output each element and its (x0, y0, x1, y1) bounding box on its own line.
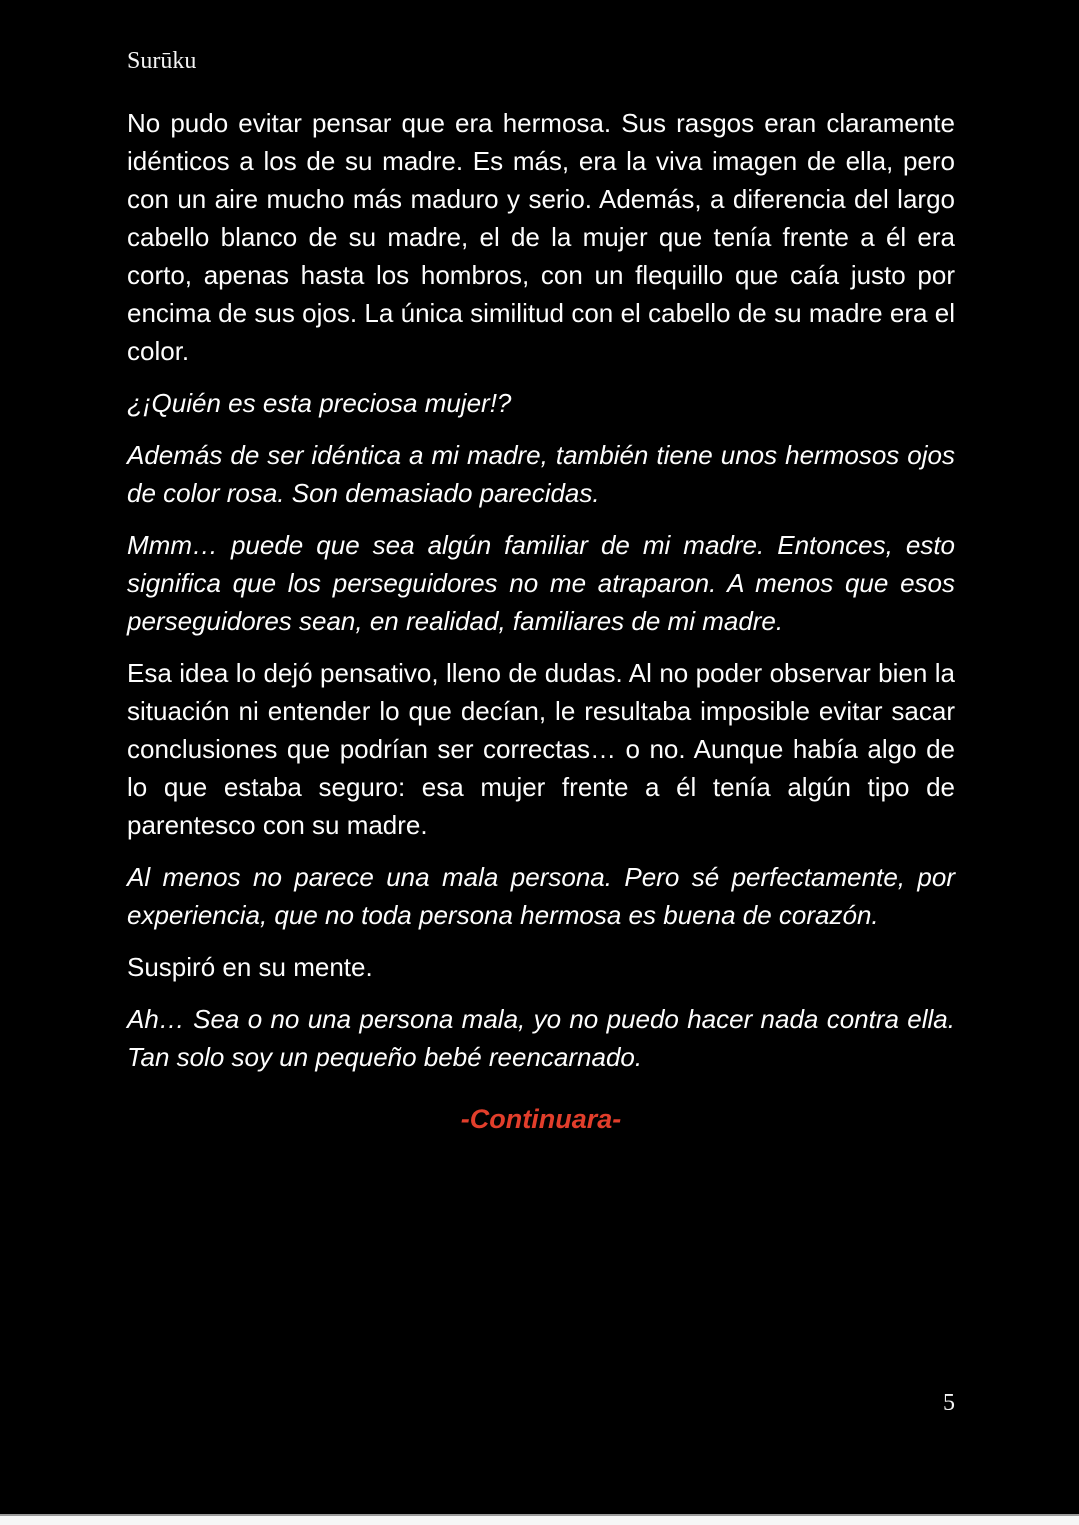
continuation-label: -Continuara- (460, 1104, 622, 1134)
page-edge-strip (0, 1514, 1079, 1525)
page-header-title: Surūku (127, 48, 197, 74)
paragraph-thought: Además de ser idéntica a mi madre, también tiene unos hermosos ojos de color rosa. Son demasiado parecidas. (127, 440, 955, 508)
paragraph: Esa idea lo dejó pensativo, lleno de dudas. Al no poder observar bien la situación ni entender lo que decían, le resultaba imposible evitar sacar conclusiones que podrían ser correctas… o no. Aunque había algo de lo que estaba seguro: esa mujer frente a él tenía algún tipo de parentesco con su madre. (127, 658, 955, 840)
paragraph: No pudo evitar pensar que era hermosa. Sus rasgos eran claramente idénticos a los de su madre. Es más, era la viva imagen de ella, pero con un aire mucho más maduro y serio. Además, a diferencia del largo cabello blanco de su madre, el de la mujer que tenía frente a él era corto, apenas hasta los hombros, con un flequillo que caía justo por encima de sus ojos. La única similitud con el cabello de su madre era el color. (127, 108, 955, 366)
paragraph-thought: Al menos no parece una mala persona. Pero sé perfectamente, por experiencia, que no toda persona hermosa es buena de corazón. (127, 862, 955, 930)
paragraph: Suspiró en su mente. (127, 952, 373, 982)
paragraph-thought: ¿¡Quién es esta preciosa mujer!? (127, 388, 512, 418)
page-number: 5 (943, 1390, 955, 1416)
paragraph-thought: Ah… Sea o no una persona mala, yo no puedo hacer nada contra ella. Tan solo soy un pequeño bebé reencarnado. (127, 1004, 955, 1072)
paragraph-thought: Mmm… puede que sea algún familiar de mi madre. Entonces, esto significa que los perseguidores no me atraparon. A menos que esos perseguidores sean, en realidad, familiares de mi madre. (127, 530, 955, 636)
